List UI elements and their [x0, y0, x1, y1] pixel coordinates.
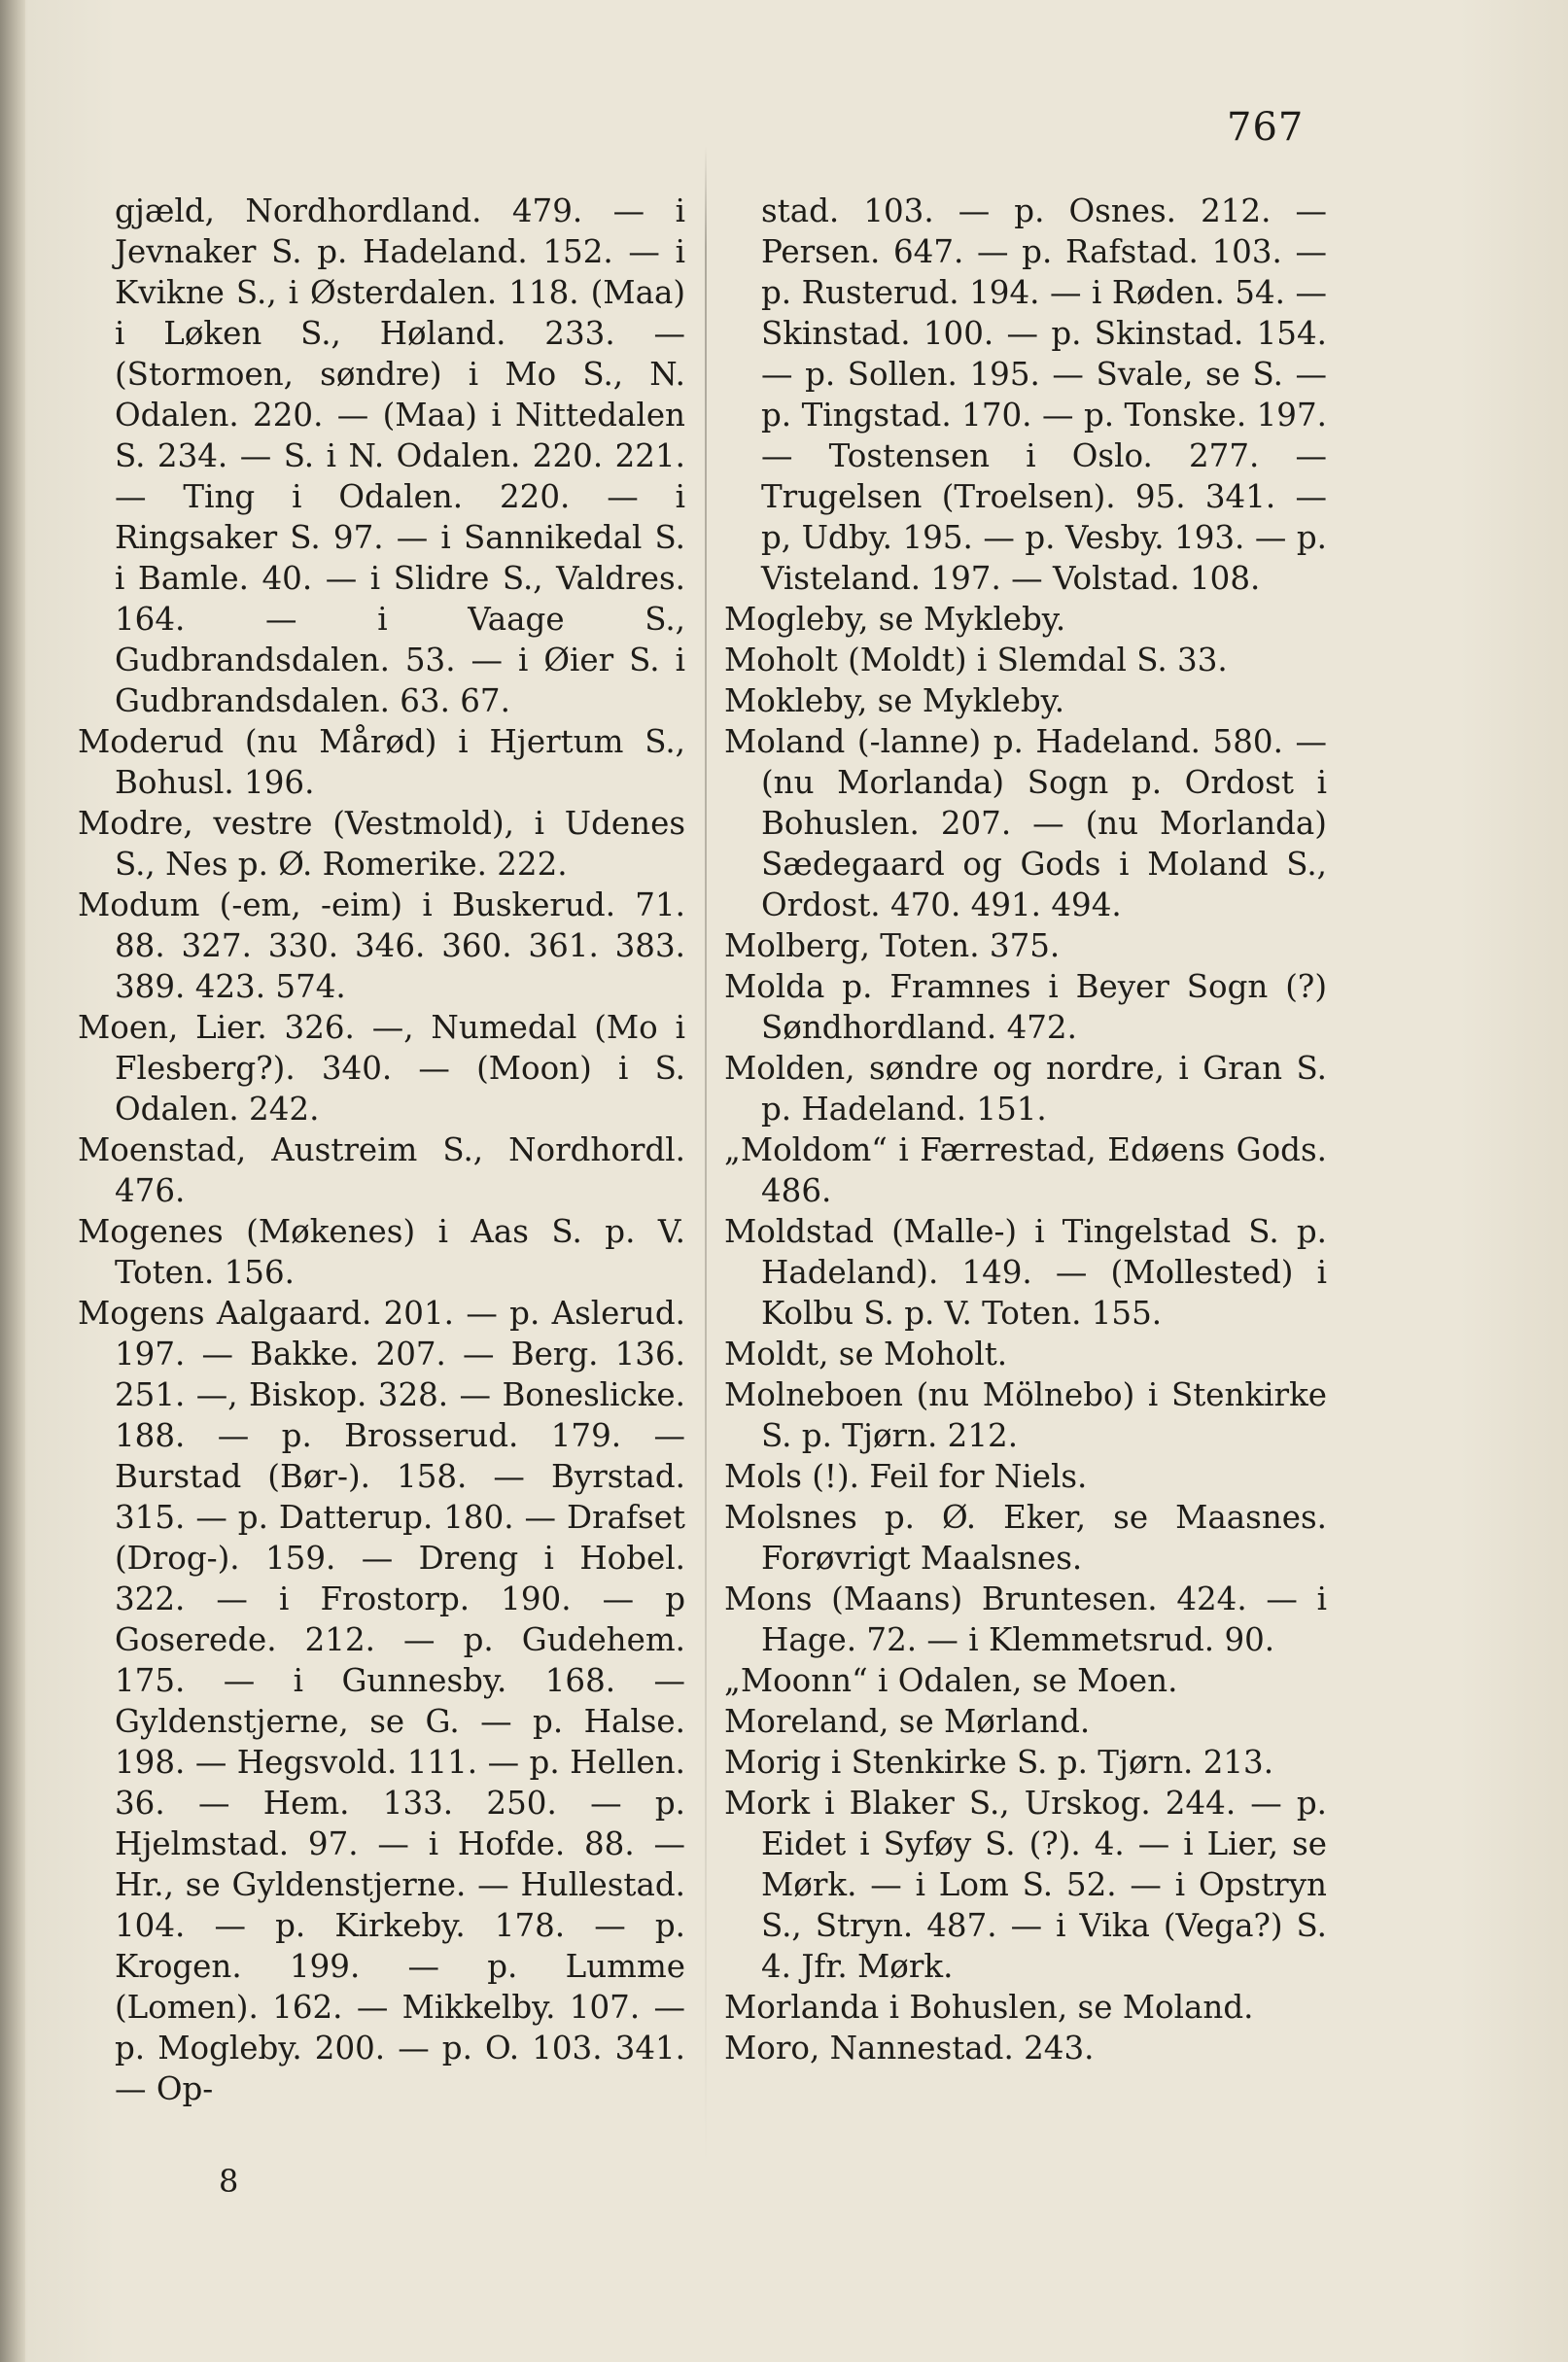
index-entry: Moholt (Moldt) i Slemdal S. 33.	[724, 642, 1228, 678]
index-entry: Moderud (nu Mårød) i Hjertum S., Bohusl. 196.	[78, 723, 685, 801]
index-column-left	[78, 191, 685, 2109]
index-entry: Modre, vestre (Vestmold), i Udenes S., Nes p. Ø. Romerike. 222.	[78, 805, 685, 883]
index-entry: Moro, Nannestad. 243.	[724, 2030, 1095, 2067]
index-entry: Mons (Maans) Bruntesen. 424. — i Hage. 72. — i Klemmetsrud. 90.	[724, 1580, 1327, 1658]
index-entry: stad. 103. — p. Osnes. 212. — Persen. 647. — p. Rafstad. 103. — p. Rusterud. 194. — i Røden. 54. — Skinstad. 100. — p. Skinstad. 154. — p. Sollen. 195. — Svale, se S. — p. Tingstad. 170. — p. Tonske. 197. — Tostensen i Oslo. 277. — Trugelsen (Troelsen). 95. 341. — p, Udby. 195. — p. Vesby. 193. — p. Visteland. 197. — Volstad. 108.	[761, 192, 1327, 597]
index-entry: Moreland, se Mørland.	[724, 1703, 1091, 1740]
index-entry: Mokleby, se Mykleby.	[724, 682, 1065, 719]
index-entry: Molden, søndre og nordre, i Gran S. p. Hadeland. 151.	[724, 1050, 1327, 1128]
index-entry: Morlanda i Bohuslen, se Moland.	[724, 1989, 1254, 2026]
index-entry: Moland (-lanne) p. Hadeland. 580. — (nu Morlanda) Sogn p. Ordost i Bohuslen. 207. — (nu Morlanda) Sædegaard og Gods i Moland S., Ordost. 470. 491. 494.	[724, 723, 1327, 923]
index-entry: „Moldom“ i Færrestad, Edøens Gods. 486.	[724, 1131, 1327, 1209]
signature-mark: 8	[219, 2163, 239, 2200]
index-entry: Molda p. Framnes i Beyer Sogn (?) Søndhordland. 472.	[724, 968, 1327, 1046]
index-entry: Molberg, Toten. 375.	[724, 927, 1061, 964]
index-entry: Moen, Lier. 326. —, Numedal (Mo i Flesberg?). 340. — (Moon) i S. Odalen. 242.	[78, 1009, 685, 1128]
index-entry: Moenstad, Austreim S., Nordhordl. 476.	[78, 1131, 685, 1209]
page-binding-edge	[0, 0, 25, 2362]
page-number: 767	[1227, 105, 1305, 150]
column-divider	[705, 146, 707, 2168]
index-entry: Molneboen (nu Mölnebo) i Stenkirke S. p. Tjørn. 212.	[724, 1376, 1327, 1454]
index-entry: Mogleby, se Mykleby.	[724, 601, 1066, 638]
index-entry: Mogenes (Møkenes) i Aas S. p. V. Toten. 156.	[78, 1213, 685, 1291]
index-entry: Mols (!). Feil for Niels.	[724, 1458, 1088, 1495]
index-entry: Morig i Stenkirke S. p. Tjørn. 213.	[724, 1744, 1274, 1781]
index-entry: Mork i Blaker S., Urskog. 244. — p. Eidet i Syføy S. (?). 4. — i Lier, se Mørk. — i Lom S. 52. — i Opstryn S., Stryn. 487. — i Vika (Vega?) S. 4. Jfr. Mørk.	[724, 1785, 1327, 1985]
index-entry: Modum (-em, -eim) i Buskerud. 71. 88. 327. 330. 346. 360. 361. 383. 389. 423. 574.	[78, 886, 685, 1005]
index-column-right	[724, 191, 1327, 2068]
index-entry: Mogens Aalgaard. 201. — p. Aslerud. 197. — Bakke. 207. — Berg. 136. 251. —, Biskop. 328. — Boneslicke. 188. — p. Brosserud. 179. — Burstad (Bør-). 158. — Byrstad. 315. — p. Datterup. 180. — Drafset (Drog-). 159. — Dreng i Hobel. 322. — i Frostorp. 190. — p Goserede. 212. — p. Gudehem. 175. — i Gunnesby. 168. — Gyldenstjerne, se G. — p. Halse. 198. — Hegsvold. 111. — p. Hellen. 36. — Hem. 133. 250. — p. Hjelmstad. 97. — i Hofde. 88. — Hr., se Gyldenstjerne. — Hullestad. 104. — p. Kirkeby. 178. — p. Krogen. 199. — p. Lumme (Lomen). 162. — Mikkelby. 107. — p. Mogleby. 200. — p. O. 103. 341. — Op-	[78, 1295, 685, 2107]
index-entry: Molsnes p. Ø. Eker, se Maasnes. Forøvrigt Maalsnes.	[724, 1499, 1327, 1577]
index-entry: „Moonn“ i Odalen, se Moen.	[724, 1662, 1178, 1699]
index-entry: gjæld, Nordhordland. 479. — i Jevnaker S. p. Hadeland. 152. — i Kvikne S., i Østerdalen. 118. (Maa) i Løken S., Høland. 233. — (Stormoen, søndre) i Mo S., N. Odalen. 220. — (Maa) i Nittedalen S. 234. — S. i N. Odalen. 220. 221. — Ting i Odalen. 220. — i Ringsaker S. 97. — i Sannikedal S. i Bamle. 40. — i Slidre S., Valdres. 164. — i Vaage S., Gudbrandsdalen. 53. — i Øier S. i Gudbrandsdalen. 63. 67.	[115, 192, 685, 719]
index-entry: Moldstad (Malle-) i Tingelstad S. p. Hadeland). 149. — (Mollested) i Kolbu S. p. V. Toten. 155.	[724, 1213, 1327, 1332]
index-entry: Moldt, se Moholt.	[724, 1336, 1008, 1372]
